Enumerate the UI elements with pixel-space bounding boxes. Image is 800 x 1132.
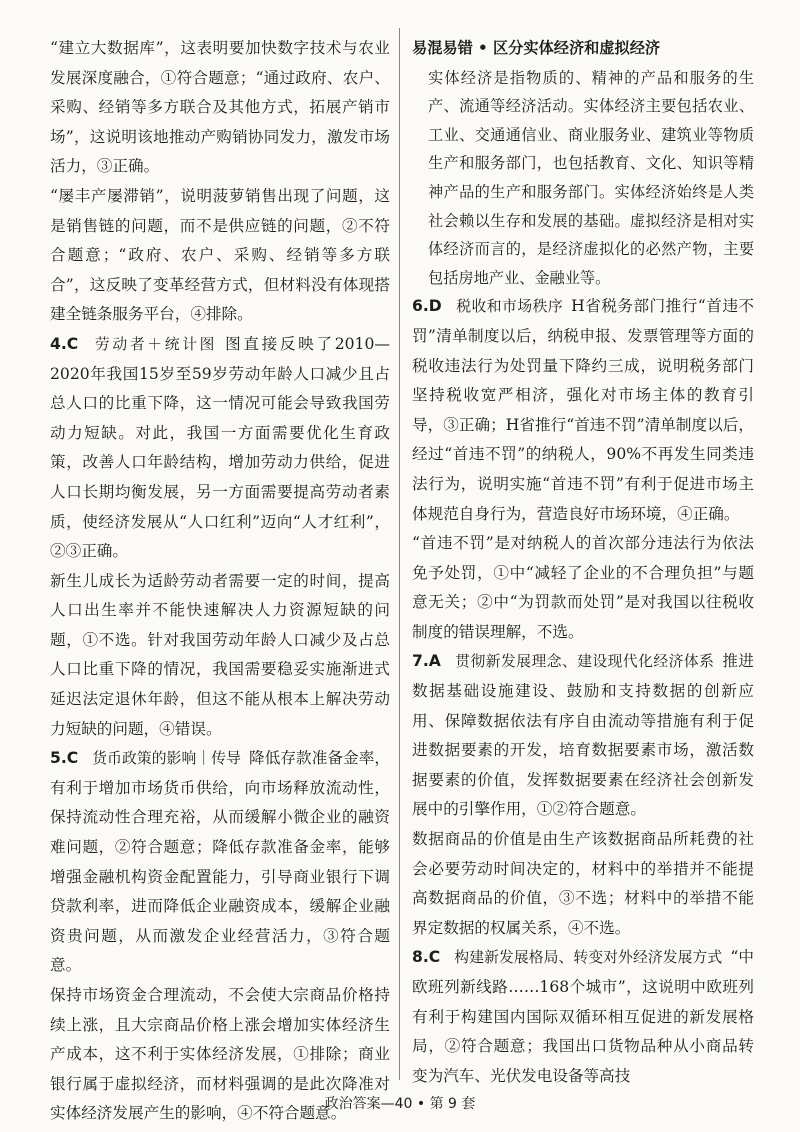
question-4-paragraph-1: 图直接反映了2010—2020年我国15岁至59岁劳动年龄人口减少且占总人口的比重下降，这一情况可能会导致我国劳动力短缺。对此，我国一方面需要优化生育政策，改善人口年龄结构，增加劳动力供给，促进人口长期均衡发展，另一方面需要提高劳动者素质，使经济发展从“人口红利”迈向“人才红利”，②③正确。 xyxy=(50,334,390,561)
question-7-number: 7.A xyxy=(412,652,441,671)
question-4-answer xyxy=(50,330,390,744)
question-5-paragraph-2: 保持市场资金合理流动，不会使大宗商品价格持续上涨，且大宗商品价格上涨会增加实体经济生产成本，这不利于实体经济发展，①排除；商业银行属于虚拟经济，而材料强调的是此次降准对实体经济发展产生的影响，④不符合题意。 xyxy=(50,986,390,1123)
q3-analysis-paragraph-2: “屡丰产屡滞销”，说明菠萝销售出现了问题，这是销售链的问题，而不是供应链的问题，②不符合题意；“政府、农户、采购、经销等多方联合”，这反映了变革经营方式，但材料没有体现搭建全链条服务平台，④排除。 xyxy=(50,186,390,324)
page-footer: 政治答案—40 • 第 9 套 xyxy=(324,1096,476,1112)
question-7-answer xyxy=(412,647,754,943)
question-5-number: 5.C xyxy=(50,749,79,768)
left-column xyxy=(50,34,390,1129)
question-6-paragraph-2: “首违不罚”是对纳税人的首次部分违法行为依法免予处罚，①中“减轻了企业的不合理负担”与题意无关；②中“为罚款而处罚”是对我国以往税收制度的错误理解，不选。 xyxy=(412,534,754,641)
tip-box-heading: 易混易错 • 区分实体经济和虚拟经济 xyxy=(412,39,661,57)
question-5-paragraph-1: 降低存款准备金率，有利于增加市场货币供给，向市场释放流动性，保持流动性合理充裕，从而缓解小微企业的融资难问题，②符合题意；降低存款准备金率，能够增强金融机构资金配置能力，引导商业银行下调贷款利率，进而降低企业融资成本，缓解企业融资贵问题，从而激发企业经营活力，③符合题意。 xyxy=(50,749,390,975)
question-4-number: 4.C xyxy=(50,334,79,353)
question-8-number: 8.C xyxy=(412,948,441,967)
question-7-paragraph-2: 数据商品的价值是由生产该数据商品所耗费的社会必要劳动时间决定的，材料中的举措并不能提高数据商品的价值，③不选；材料中的举措不能界定数据的权属关系，④不选。 xyxy=(412,830,754,937)
question-6-number: 6.D xyxy=(412,297,442,316)
question-5-answer xyxy=(50,744,390,1129)
right-column xyxy=(412,34,754,1091)
question-6-paragraph-1: H省税务部门推行“首违不罚”清单制度以后，纳税申报、发票管理等方面的税收违法行为处罚量下降约三成，说明税务部门坚持税收宽严相济，强化对市场主体的教育引导，③正确；H省推行“首违不罚”清单制度以后，经过“首违不罚”的纳税人，90%不再发生同类违法行为，说明实施“首违不罚”有利于促进市场主体规范自身行为，营造良好市场环境，④正确。 xyxy=(412,297,754,523)
question-4-paragraph-2: 新生儿成长为适龄劳动者需要一定的时间，提高人口出生率并不能快速解决人力资源短缺的问题，①不选。针对我国劳动年龄人口减少及占总人口比重下降的情况，我国需要稳妥实施渐进式延迟法定退休年龄，但这不能从根本上解决劳动力短缺的问题，④错误。 xyxy=(50,571,390,738)
question-8-answer xyxy=(412,943,754,1091)
question-7-topic: 贯彻新发展理念、建设现代化经济体系 xyxy=(454,653,715,671)
question-6-topic: 税收和市场秩序 xyxy=(455,298,564,316)
tip-box-text: 实体经济是指物质的、精神的产品和服务的生产、流通等经济活动。实体经济主要包括农业、工业、交通通信业、商业服务业、建筑业等物质生产和服务部门，也包括教育、文化、知识等精神产品的生产和服务部门。实体经济始终是人类社会赖以生存和发展的基础。虚拟经济是相对实体经济而言的，是经济虚拟化的必然产物，主要包括房地产业、金融业等。 xyxy=(428,68,754,287)
question-7-paragraph-1: 推进数据基础设施建设、鼓励和支持数据的创新应用、保障数据依法有序自由流动等措施有利于促进数据要素的开发，培育数据要素市场，激活数据要素的价值，发挥数据要素在经济社会创新发展中的引擎作用，①②符合题意。 xyxy=(412,652,754,819)
question-6-answer xyxy=(412,292,754,647)
q3-analysis-paragraph-1: “建立大数据库”，这表明要加快数字技术与农业发展深度融合，①符合题意；“通过政府、农户、采购、经销等多方联合及其他方式，拓展产销市场”，这说明该地推动产购销协同发力，激发市场活力，③正确。 xyxy=(50,39,390,176)
question-4-topic: 劳动者＋统计图 xyxy=(92,335,218,353)
question-8-topic: 构建新发展格局、转变对外经济发展方式 xyxy=(454,949,723,967)
question-8-paragraph-1: “中欧班列新线路……168个城市”，这说明中欧班列有利于构建国内国际双循环相互促进的新发展格局，②符合题意；我国出口货物品种从小商品转变为汽车、光伏发电设备等高技 xyxy=(412,948,754,1085)
column-divider xyxy=(399,28,400,1080)
question-5-topic: 货币政策的影响｜传导 xyxy=(92,750,242,768)
